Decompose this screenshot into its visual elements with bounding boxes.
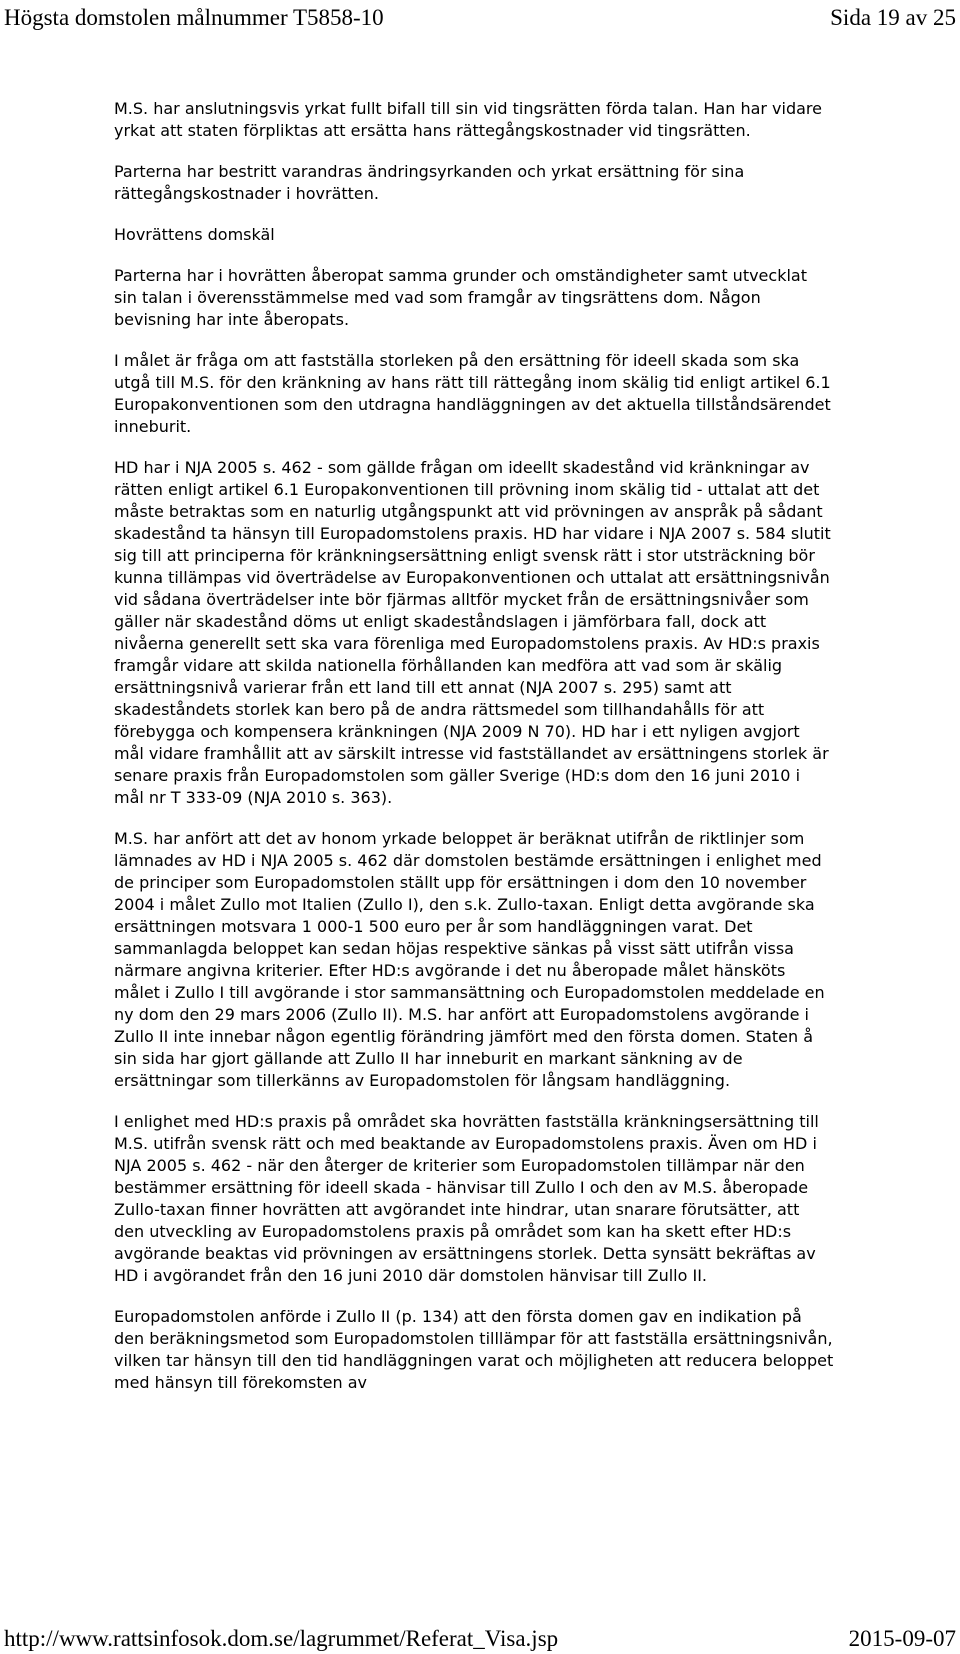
paragraph: Europadomstolen anförde i Zullo II (p. 134) att den första domen gav en indikation på den beräkningsmetod som Europadomstolen tilllämpar för att fastställa ersättningsnivån, vilken tar hänsyn till den tid handläggningen varat och möjligheten att reducera beloppet med hänsyn till förekomsten av: [114, 1307, 834, 1392]
section-heading: Hovrättens domskäl: [114, 225, 275, 244]
paragraph: HD har i NJA 2005 s. 462 - som gällde frågan om ideellt skadestånd vid kränkningar av rätten enligt artikel 6.1 Europakonventionen till prövning inom skälig tid - uttalat att det måste betraktas som en naturlig utgångspunkt att vid prövningen av anspråk på sådant skadestånd ta hänsyn till Europadomstolens praxis. HD har vidare i NJA 2007 s. 584 slutit sig till att principerna för kränkningsersättning enligt svensk rätt i stor utsträckning bör kunna tillämpas vid överträdelse av Europakonventionen och uttalat att ersättningsnivån vid sådana överträdelser inte bör fjärmas alltför mycket från de ersättningsnivåer som gäller när skadestånd döms ut enligt skadeståndslagen i jämförbara fall, dock att nivåerna generellt sett ska vara förenliga med Europadomstolens praxis. Av HD:s praxis framgår vidare att skilda nationella förhållanden kan medföra att vad som är skälig ersättningsnivå varierar från ett land till ett annat (NJA 2007 s. 295) samt att skadeståndets storlek kan bero på de andra rättsmedel som tillhandahålls för att förebygga och kompensera kränkningen (NJA 2009 N 70). HD har i ett nyligen avgjort mål vidare framhållit att av särskilt intresse vid fastställandet av ersättningens storlek är senare praxis från Europadomstolen som gäller Sverige (HD:s dom den 16 juni 2010 i mål nr T 333-09 (NJA 2010 s. 363).: [114, 458, 831, 807]
page-footer: [4, 1624, 956, 1654]
document-title: Högsta domstolen målnummer T5858-10: [4, 5, 384, 30]
page-header: [4, 0, 956, 36]
paragraph: Parterna har i hovrätten åberopat samma grunder och omständigheter samt utvecklat sin talan i överensstämmelse med vad som framgår av tingsrättens dom. Någon bevisning har inte åberopats.: [114, 266, 807, 329]
paragraph: I enlighet med HD:s praxis på området ska hovrätten fastställa kränkningsersättning till M.S. utifrån svensk rätt och med beaktande av Europadomstolens praxis. Även om HD i NJA 2005 s. 462 - när den återger de kriterier som Europadomstolen tillämpar när den bestämmer ersättning för ideell skada - hänvisar till Zullo I och den av M.S. åberopade Zullo-taxan finner hovrätten att avgörandet inte hindrar, utan snarare förutsätter, att den utveckling av Europadomstolens praxis på området som kan ha skett efter HD:s avgörande beaktas vid prövningen av ersättningens storlek. Detta synsätt bekräftas av HD i avgörandet från den 16 juni 2010 där domstolen hänvisar till Zullo II.: [114, 1112, 819, 1285]
source-url: http://www.rattsinfosok.dom.se/lagrummet/Referat_Visa.jsp: [4, 1626, 559, 1651]
paragraph: Parterna har bestritt varandras ändringsyrkanden och yrkat ersättning för sina rättegångskostnader i hovrätten.: [114, 162, 745, 203]
page-number: Sida 19 av 25: [830, 5, 956, 30]
paragraph: M.S. har anfört att det av honom yrkade beloppet är beräknat utifrån de riktlinjer som lämnades av HD i NJA 2005 s. 462 där domstolen bestämde ersättningen i enlighet med de principer som Europadomstolen ställt upp för ersättningen i dom den 10 november 2004 i målet Zullo mot Italien (Zullo I), den s.k. Zullo-taxan. Enligt detta avgörande ska ersättningen motsvara 1 000-1 500 euro per år som handläggningen varat. Det sammanlagda beloppet kan sedan höjas respektive sänkas på visst sätt utifrån vissa närmare angivna kriterier. Efter HD:s avgörande i det nu åberopade målet hänsköts målet i Zullo I till avgörande i stor sammansättning och Europadomstolen meddelade en ny dom den 29 mars 2006 (Zullo II). M.S. har anfört att Europadomstolens avgörande i Zullo II inte innebar någon egentlig förändring jämfört med den första domen. Staten å sin sida har gjort gällande att Zullo II har inneburit en markant sänkning av de ersättningar som tillerkänns av Europadomstolen för långsam handläggning.: [114, 829, 825, 1090]
print-date: 2015-09-07: [848, 1626, 956, 1651]
paragraph: M.S. har anslutningsvis yrkat fullt bifall till sin vid tingsrätten förda talan. Han har vidare yrkat att staten förpliktas att ersätta hans rättegångskostnader vid tingsrätten.: [114, 99, 822, 140]
paragraph: I målet är fråga om att fastställa storleken på den ersättning för ideell skada som ska utgå till M.S. för den kränkning av hans rätt till rättegång inom skälig tid enligt artikel 6.1 Europakonventionen som den utdragna handläggningen av det aktuella tillståndsärendet inneburit.: [114, 351, 831, 436]
document-body: [114, 98, 834, 1413]
